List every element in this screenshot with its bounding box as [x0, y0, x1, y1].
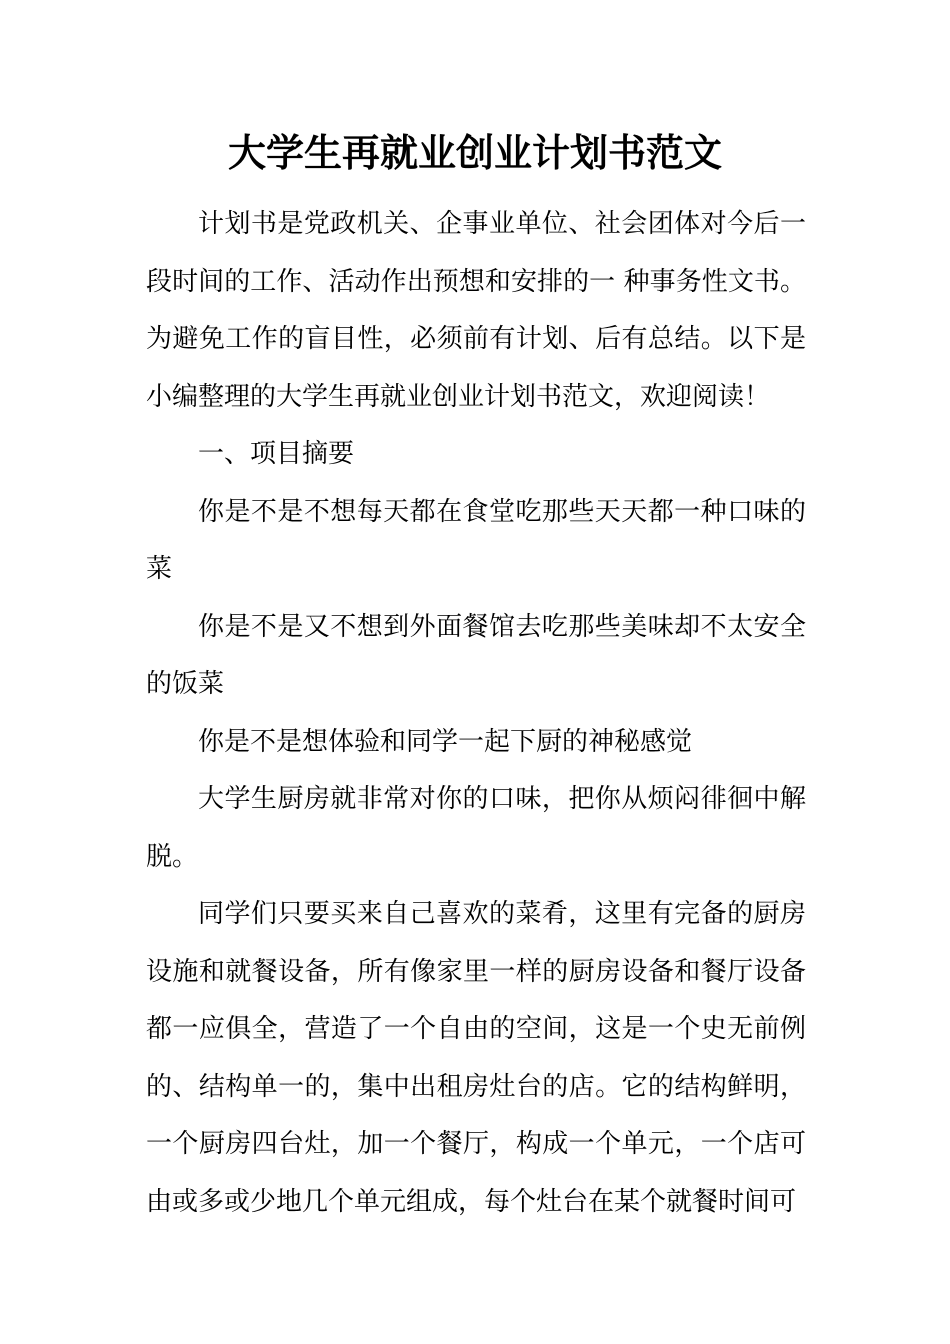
paragraph-question-2: 你是不是又不想到外面餐馆去吃那些美味却不太安全的饭菜	[146, 611, 806, 699]
paragraph-question-3: 你是不是想体验和同学一起下厨的神秘感觉	[198, 726, 693, 757]
document-title: 大学生再就业创业计划书范文	[227, 130, 722, 175]
paragraph-intro: 计划书是党政机关、企事业单位、社会团体对今后一段时间的工作、活动作出预想和安排的一 种事务性文书。为避免工作的盲目性，必须前有计划、后有总结。以下是小编整理的大学生再就业创业计划书范文，欢迎阅读！	[146, 209, 806, 412]
paragraph-description: 同学们只要买来自己喜欢的菜肴，这里有完备的厨房设施和就餐设备，所有像家里一样的厨房设备和餐厅设备都一应俱全，营造了一个自由的空间，这是一个史无前例的、结构单一的，集中出租房灶台的店。它的结构鲜明，一个厨房四台灶，加一个餐厅，构成一个单元，一个店可由或多或少地几个单元组成，每个灶台在某个就餐时间可	[146, 899, 806, 1217]
document-body	[146, 196, 806, 1231]
paragraph-question-1: 你是不是不想每天都在食堂吃那些天天都一种口味的菜	[146, 496, 806, 584]
paragraph-section-heading: 一、项目摘要	[198, 439, 355, 469]
paragraph-answer: 大学生厨房就非常对你的口味，把你从烦闷徘徊中解脱。	[146, 784, 806, 872]
